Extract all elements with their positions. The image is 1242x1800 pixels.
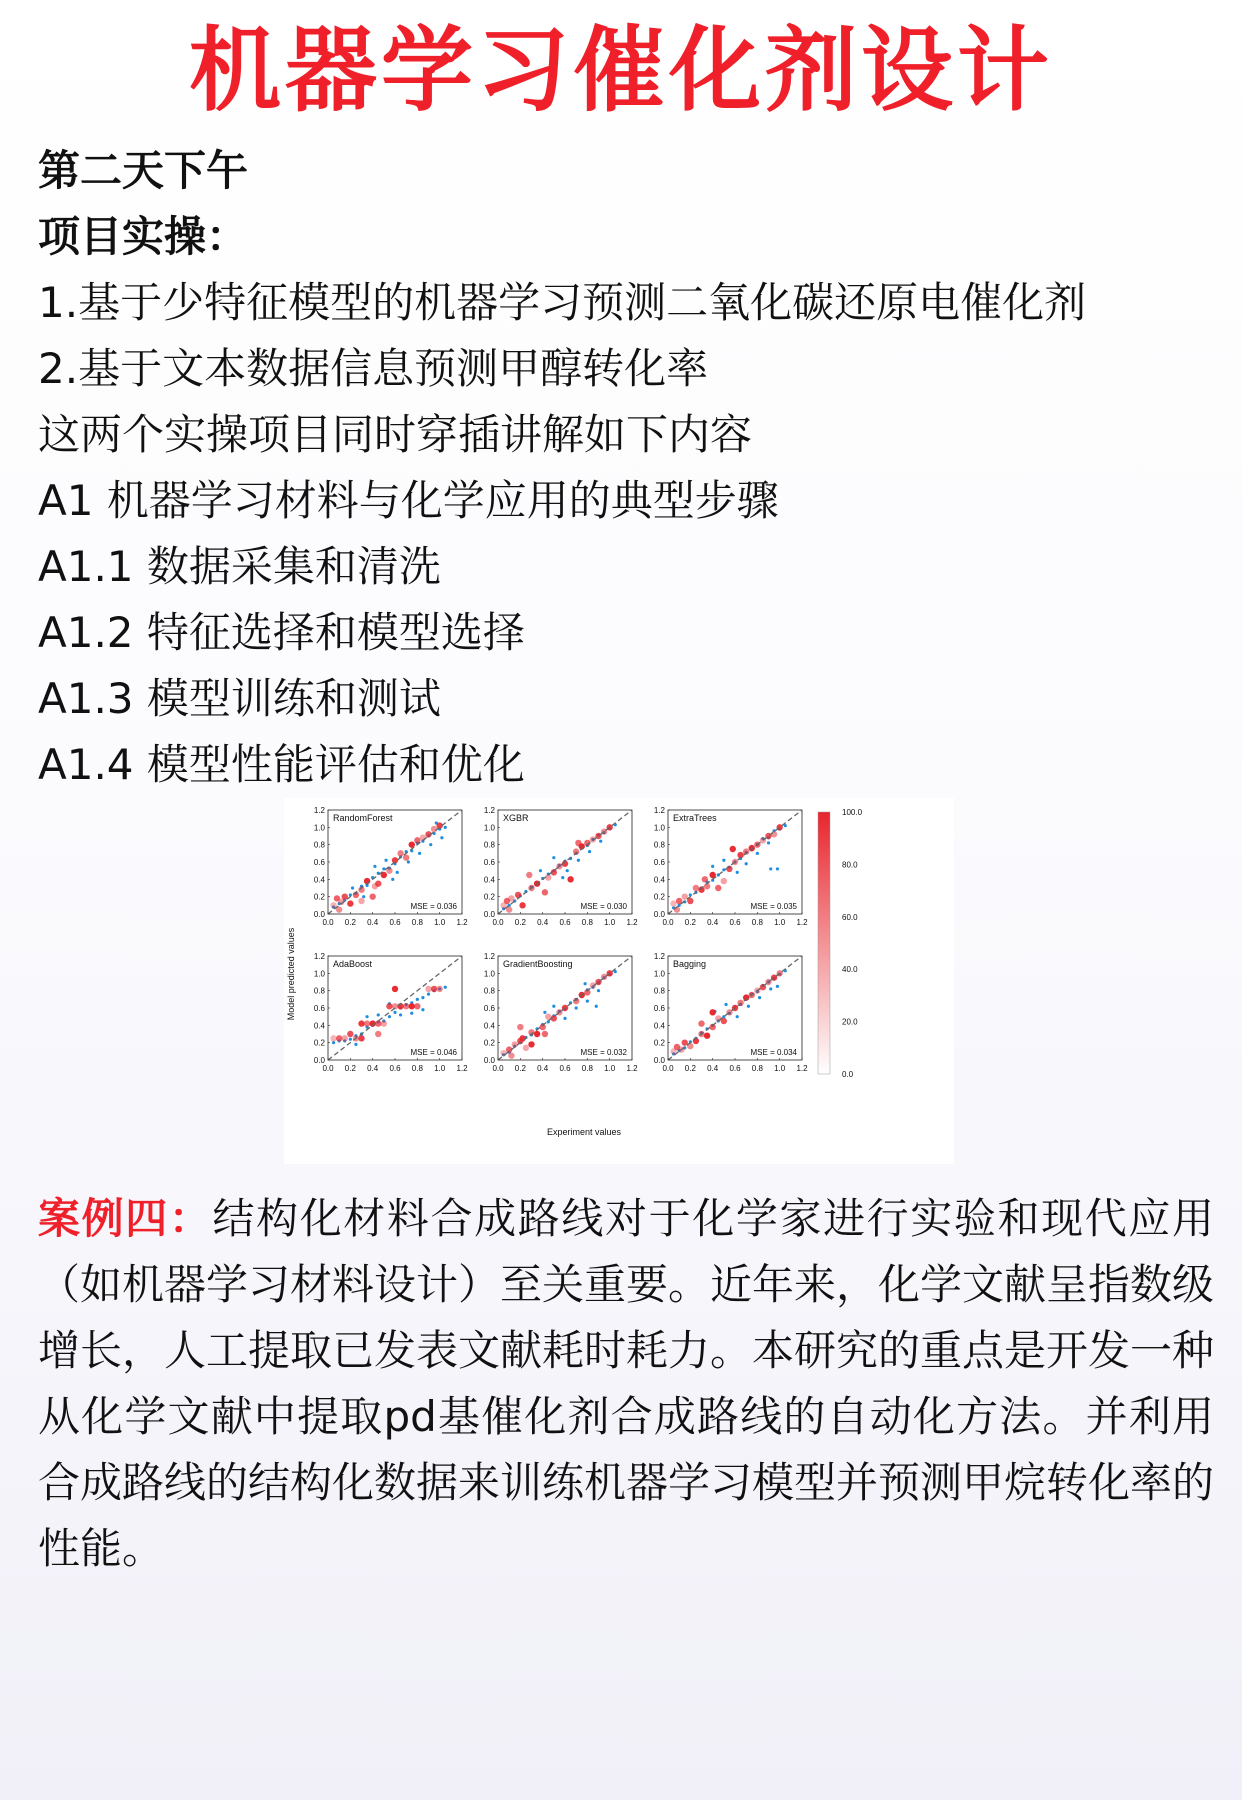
train-point [444,826,447,829]
test-point [336,1035,342,1041]
y-tick-label: 0.6 [483,1004,495,1013]
x-tick-label: 0.8 [581,918,593,927]
y-tick-label: 0.4 [313,875,325,885]
test-point [403,1003,409,1009]
train-point [416,998,419,1001]
train-point [432,832,435,835]
train-point [769,987,772,990]
panel-title: GradientBoosting [503,959,573,969]
train-point [599,840,602,843]
test-point [730,846,736,852]
train-point [776,867,779,870]
x-tick-label: 0.0 [322,918,334,927]
case-label: 案例四： [38,1194,213,1243]
panel-title: ExtraTrees [673,813,717,823]
train-point [377,1013,380,1016]
x-tick-label: 0.0 [492,1064,504,1073]
test-point [508,895,514,901]
y-tick-label: 0.4 [653,1021,665,1031]
train-point [597,989,600,992]
test-point [590,836,596,842]
train-point [440,836,443,839]
x-tick-label: 0.2 [514,918,526,927]
y-tick-label: 0.0 [313,910,325,919]
train-point [586,999,589,1002]
test-point [590,982,596,988]
y-tick-label: 0.0 [653,1056,665,1065]
train-point [407,860,410,863]
train-point [351,886,354,889]
test-point [526,872,532,878]
y-tick-label: 1.0 [483,969,495,979]
intro-line-9: A1.3 模型训练和测试 [38,674,441,723]
train-point [736,1015,739,1018]
y-tick-label: 0.6 [483,858,495,867]
test-point [425,986,431,992]
train-point [332,1041,335,1044]
mse-label: MSE = 0.030 [580,902,627,911]
test-point [358,1035,364,1041]
test-point [542,1031,548,1037]
mse-label: MSE = 0.035 [750,902,797,911]
test-point [517,1024,523,1030]
test-point [721,878,727,884]
mse-label: MSE = 0.032 [580,1048,627,1057]
x-axis-label: Experiment values [546,1127,622,1137]
y-tick-label: 0.8 [483,840,495,850]
x-tick-label: 0.0 [322,1064,334,1073]
y-tick-label: 0.4 [483,875,495,885]
y-tick-label: 1.0 [313,823,325,833]
test-point [508,1052,514,1058]
test-point [528,1041,534,1047]
y-tick-label: 0.0 [483,1056,495,1065]
train-point [758,996,761,999]
x-tick-label: 0.2 [344,918,356,927]
x-tick-label: 1.2 [456,1064,468,1073]
x-tick-label: 0.8 [751,1064,763,1073]
y-tick-label: 1.0 [653,969,665,979]
x-tick-label: 0.8 [411,918,423,927]
test-point [709,1009,715,1015]
train-point [552,856,555,859]
test-point [347,900,353,906]
test-point [749,845,755,851]
train-point [388,1015,391,1018]
colorbar-tick-label: 40.0 [842,965,858,975]
train-point [349,1038,352,1041]
x-tick-label: 0.8 [411,1064,423,1073]
intro-line-7: A1.1 数据采集和清洗 [38,542,441,591]
mse-label: MSE = 0.046 [410,1048,457,1057]
test-point [436,986,442,992]
train-point [552,1005,555,1008]
x-tick-label: 1.0 [774,918,786,927]
x-tick-label: 0.4 [367,1064,379,1073]
x-tick-label: 0.6 [729,918,741,927]
train-point [745,862,748,865]
train-point [566,869,569,872]
train-point [561,876,564,879]
y-tick-label: 0.8 [653,840,665,850]
y-tick-label: 1.0 [483,823,495,833]
x-tick-label: 0.0 [492,918,504,927]
mse-label: MSE = 0.034 [750,1048,797,1057]
test-point [375,1031,381,1037]
test-point [369,893,375,899]
test-point [431,986,437,992]
intro-line-2: 项目实操： [38,212,249,261]
test-point [567,876,573,882]
x-tick-label: 0.2 [514,1064,526,1073]
y-tick-label: 0.2 [483,1038,495,1048]
y-tick-label: 1.2 [653,806,665,815]
train-point [393,1011,396,1014]
train-point [543,1011,546,1014]
test-point [386,1003,392,1009]
y-tick-label: 0.4 [313,1021,325,1031]
train-point [384,859,387,862]
y-tick-label: 0.0 [483,910,495,919]
train-point [399,1013,402,1016]
test-point [397,850,403,856]
train-point [410,1012,413,1015]
test-point [702,876,708,882]
x-tick-label: 1.0 [434,1064,446,1073]
train-point [539,869,542,872]
train-point [444,986,447,989]
y-tick-label: 0.2 [313,1038,325,1048]
x-tick-label: 1.0 [774,1064,786,1073]
train-point [427,993,430,996]
test-point [519,902,525,908]
y-tick-label: 0.0 [653,910,665,919]
test-point [375,880,381,886]
x-tick-label: 0.4 [537,918,549,927]
panel-title: XGBR [503,813,529,823]
y-tick-label: 0.6 [653,1004,665,1013]
train-point [769,867,772,870]
colorbar-tick-label: 100.0 [842,808,863,817]
test-point [500,1050,506,1056]
test-point [693,885,699,891]
test-point [670,900,676,906]
train-point [756,852,759,855]
y-tick-label: 1.2 [483,806,495,815]
train-point [747,1005,750,1008]
train-point [421,996,424,999]
test-point [392,986,398,992]
test-point [575,840,581,846]
y-tick-label: 0.6 [313,858,325,867]
test-point [534,1031,540,1037]
x-tick-label: 1.2 [796,1064,808,1073]
intro-line-6: A1 机器学习材料与化学应用的典型步骤 [38,476,779,525]
panel-title: RandomForest [333,813,393,823]
test-point [347,1031,353,1037]
test-point [431,826,437,832]
y-tick-label: 0.2 [653,892,665,902]
x-tick-label: 0.8 [581,1064,593,1073]
test-point [358,1020,364,1026]
y-tick-label: 1.2 [313,806,325,815]
x-tick-label: 1.2 [456,918,468,927]
intro-line-8: A1.2 特征选择和模型选择 [38,608,525,657]
train-point [584,982,587,985]
y-tick-label: 0.4 [483,1021,495,1031]
mse-label: MSE = 0.036 [410,902,457,911]
case-text: 结构化材料合成路线对于化学家进行实验和现代应用（如机器学习材料设计）至关重要。近年来，化学文献呈指数级增长，人工提取已发表文献耗时耗力。本研究的重点是开发一种从化学文献中提取pd基催化剂合成路线的自动化方法。并利用合成路线的结构化数据来训练机器学习模型并预测甲烷转化率的性能。 [38,1194,1215,1573]
intro-line-3: 1.基于少特征模型的机器学习预测二氧化碳还原电催化剂 [38,278,1087,327]
colorbar-tick-label: 20.0 [842,1017,858,1027]
intro-line-4: 2.基于文本数据信息预测甲醇转化率 [38,344,709,393]
panel-title: AdaBoost [333,959,373,969]
train-point [563,1017,566,1020]
train-point [365,1015,368,1018]
train-point [373,865,376,868]
train-point [575,1006,578,1009]
test-point [364,1020,370,1026]
y-tick-label: 0.8 [313,986,325,996]
test-point [715,885,721,891]
colorbar-tick-label: 60.0 [842,912,858,922]
train-point [396,871,399,874]
test-point [409,1003,415,1009]
test-point [545,874,551,880]
train-point [736,871,739,874]
x-tick-label: 0.2 [684,918,696,927]
test-point [704,1033,710,1039]
x-tick-label: 0.6 [559,918,571,927]
y-tick-label: 0.2 [483,892,495,902]
train-point [391,878,394,881]
x-tick-label: 1.2 [626,918,638,927]
case-paragraph [38,1186,1214,1582]
y-tick-label: 0.0 [313,1056,325,1065]
x-tick-label: 0.8 [751,918,763,927]
intro-line-1: 第二天下午 [38,146,249,195]
train-point [354,1043,357,1046]
y-axis-label: Model predicted values [286,927,296,1021]
scatter-chart-svg [284,798,954,1164]
colorbar [818,812,830,1074]
intro-line-5: 这两个实操项目同时穿插讲解如下内容 [38,410,753,459]
x-tick-label: 0.2 [344,1064,356,1073]
test-point [342,1035,348,1041]
x-tick-label: 0.6 [559,1064,571,1073]
y-tick-label: 1.0 [653,823,665,833]
train-point [362,895,365,898]
test-point [330,1035,336,1041]
test-point [771,831,777,837]
y-tick-label: 1.0 [313,969,325,979]
x-tick-label: 1.0 [604,1064,616,1073]
intro-line-10: A1.4 模型性能评估和优化 [38,740,525,789]
y-tick-label: 1.2 [483,952,495,961]
test-point [414,1003,420,1009]
y-tick-label: 0.6 [653,858,665,867]
test-point [403,854,409,860]
panel-title: Bagging [673,959,707,969]
x-tick-label: 0.6 [729,1064,741,1073]
test-point [519,1035,525,1041]
y-tick-label: 1.2 [653,952,665,961]
x-tick-label: 0.2 [684,1064,696,1073]
train-point [382,867,385,870]
y-tick-label: 0.6 [313,1004,325,1013]
model-comparison-figure [284,798,954,1164]
x-tick-label: 0.4 [367,918,379,927]
x-tick-label: 0.0 [662,1064,674,1073]
y-tick-label: 1.2 [313,952,325,961]
intro-text-block [38,138,1218,798]
train-point [767,841,770,844]
train-point [595,1005,598,1008]
train-point [429,843,432,846]
x-tick-label: 1.0 [434,918,446,927]
train-point [776,985,779,988]
x-tick-label: 0.0 [662,918,674,927]
x-tick-label: 0.6 [389,1064,401,1073]
train-point [418,852,421,855]
x-tick-label: 0.4 [707,1064,719,1073]
x-tick-label: 0.4 [537,1064,549,1073]
page-title: 机器学习催化剂设计 [188,17,1053,124]
test-point [409,841,415,847]
x-tick-label: 1.2 [626,1064,638,1073]
test-point [542,889,548,895]
test-point [726,866,732,872]
colorbar-tick-label: 0.0 [842,1070,854,1079]
x-tick-label: 0.6 [389,918,401,927]
test-point [512,1041,518,1047]
test-point [523,1045,529,1051]
train-point [577,859,580,862]
train-point [722,859,725,862]
y-tick-label: 0.8 [483,986,495,996]
train-point [588,850,591,853]
y-tick-label: 0.4 [653,875,665,885]
x-tick-label: 0.4 [707,918,719,927]
test-point [698,1020,704,1026]
test-point [375,1020,381,1026]
test-point [381,1020,387,1026]
colorbar-tick-label: 80.0 [842,860,858,870]
train-point [421,1008,424,1011]
train-point [724,1003,727,1006]
y-tick-label: 0.2 [313,892,325,902]
y-tick-label: 0.2 [653,1038,665,1048]
x-tick-label: 1.0 [604,918,616,927]
test-point [358,898,364,904]
test-point [715,1015,721,1021]
train-point [711,865,714,868]
y-tick-label: 0.8 [313,840,325,850]
x-tick-label: 1.2 [796,918,808,927]
y-tick-label: 0.8 [653,986,665,996]
